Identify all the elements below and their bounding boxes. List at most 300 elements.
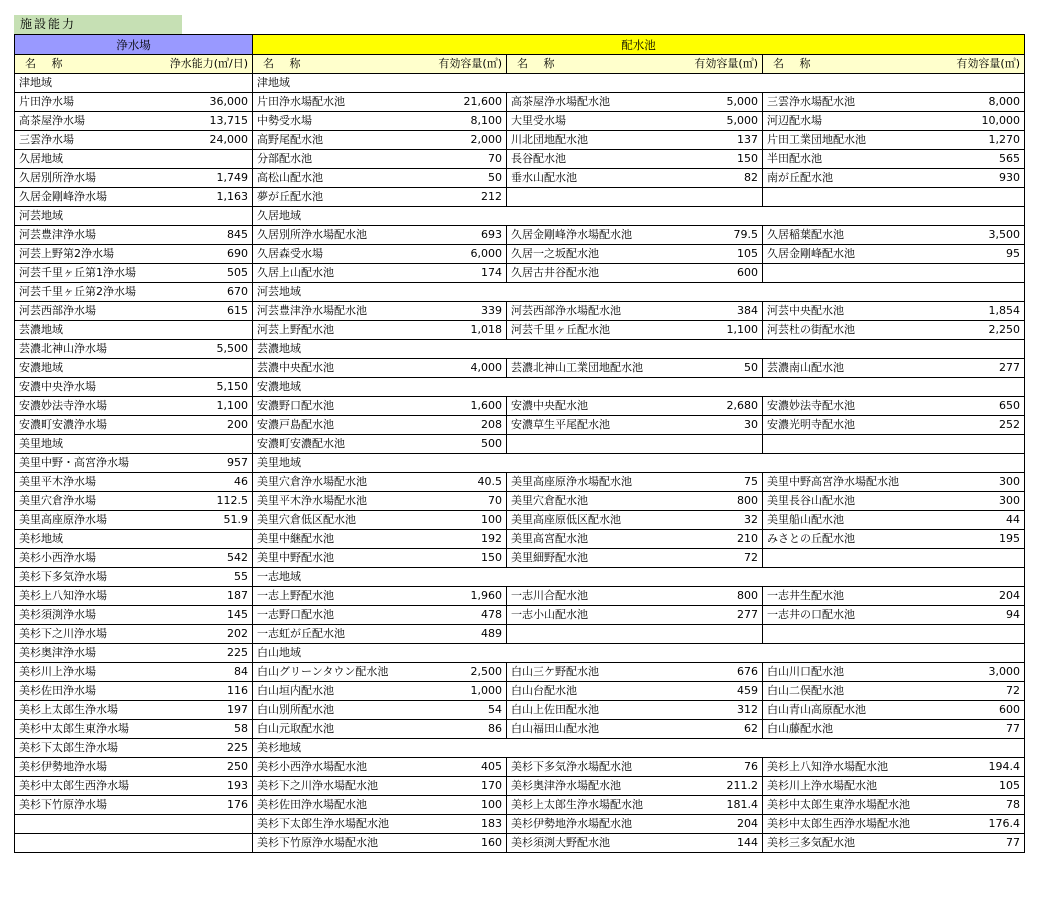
table-row	[15, 378, 1025, 397]
reservoir-name: 高松山配水池	[253, 169, 419, 188]
plant-capacity: 176	[168, 796, 253, 815]
reservoir-name: 久居別所浄水場配水池	[253, 226, 419, 245]
reservoir-name: 一志野口配水池	[253, 606, 419, 625]
reservoir-capacity: 211.2	[673, 777, 763, 796]
reservoir-name: 河芸上野配水池	[253, 321, 419, 340]
table-row	[15, 777, 1025, 796]
reservoir-name: 美杉伊勢地浄水場配水池	[507, 815, 673, 834]
facility-capacity-table	[14, 34, 1025, 853]
reservoir-name: 一志虹が丘配水池	[253, 625, 419, 644]
reservoir-name: 美里中野配水池	[253, 549, 419, 568]
table-row	[15, 302, 1025, 321]
reservoir-capacity: 50	[673, 359, 763, 378]
reservoir-capacity: 600	[929, 701, 1025, 720]
reservoir-capacity: 650	[929, 397, 1025, 416]
band-header-row	[15, 35, 1025, 55]
table-row	[15, 93, 1025, 112]
reservoir-capacity: 150	[419, 549, 507, 568]
reservoir-name: 白山台配水池	[507, 682, 673, 701]
reservoir-capacity: 208	[419, 416, 507, 435]
plant-capacity: 957	[168, 454, 253, 473]
plant-capacity: 615	[168, 302, 253, 321]
plant-name: 安濃町安濃浄水場	[15, 416, 168, 435]
reservoir-name: 河芸千里ヶ丘配水池	[507, 321, 673, 340]
table-row	[15, 587, 1025, 606]
plant-name: 河芸千里ヶ丘第1浄水場	[15, 264, 168, 283]
reservoir-capacity: 183	[419, 815, 507, 834]
reservoir-name: 白山別所配水池	[253, 701, 419, 720]
reservoir-name: 河芸中央配水池	[763, 302, 929, 321]
plant-capacity: 225	[168, 644, 253, 663]
plant-name: 美杉須渕浄水場	[15, 606, 168, 625]
table-row	[15, 568, 1025, 587]
reservoir-capacity: 82	[673, 169, 763, 188]
table-row	[15, 473, 1025, 492]
table-row	[15, 169, 1025, 188]
reservoir-capacity: 1,270	[929, 131, 1025, 150]
table-row	[15, 720, 1025, 739]
reservoir-column-header-2	[507, 55, 763, 74]
reservoir-region-label: 美里地域	[253, 454, 1025, 473]
reservoir-column-header-3	[763, 55, 1025, 74]
plant-capacity: 505	[168, 264, 253, 283]
reservoir-name: 美杉下竹原浄水場配水池	[253, 834, 419, 853]
reservoir-capacity: 50	[419, 169, 507, 188]
reservoir-capacity: 77	[929, 720, 1025, 739]
plant-capacity: 13,715	[168, 112, 253, 131]
plant-capacity: 36,000	[168, 93, 253, 112]
reservoir-name: 美杉須渕大野配水池	[507, 834, 673, 853]
reservoir-region-label: 河芸地域	[253, 283, 1025, 302]
reservoir-name	[763, 625, 929, 644]
reservoir-capacity: 252	[929, 416, 1025, 435]
reservoir-capacity: 800	[673, 492, 763, 511]
reservoir-region-label: 白山地域	[253, 644, 1025, 663]
reservoir-capacity: 176.4	[929, 815, 1025, 834]
plant-name: 美杉中太郎生西浄水場	[15, 777, 168, 796]
reservoir-capacity: 8,000	[929, 93, 1025, 112]
reservoir-band-header: 配水池	[253, 35, 1025, 55]
reservoir-capacity: 312	[673, 701, 763, 720]
capacity-header: 有効容量(㎥)	[694, 57, 758, 70]
plant-name: 美杉小西浄水場	[15, 549, 168, 568]
reservoir-capacity: 2,250	[929, 321, 1025, 340]
reservoir-name: 美里長谷山配水池	[763, 492, 929, 511]
reservoir-name	[507, 188, 673, 207]
reservoir-capacity: 2,680	[673, 397, 763, 416]
table-row	[15, 454, 1025, 473]
plant-name: 美杉下太郎生浄水場	[15, 739, 168, 758]
reservoir-capacity: 3,500	[929, 226, 1025, 245]
reservoir-name: 高野尾配水池	[253, 131, 419, 150]
reservoir-name	[763, 435, 929, 454]
reservoir-capacity: 72	[929, 682, 1025, 701]
plant-capacity: 690	[168, 245, 253, 264]
reservoir-name: 南が丘配水池	[763, 169, 929, 188]
table-row	[15, 131, 1025, 150]
plant-capacity: 5,150	[168, 378, 253, 397]
plant-name: 美杉中太郎生東浄水場	[15, 720, 168, 739]
plant-name: 芸濃北神山浄水場	[15, 340, 168, 359]
reservoir-capacity: 54	[419, 701, 507, 720]
plant-region-label: 芸濃地域	[15, 321, 253, 340]
table-row	[15, 625, 1025, 644]
reservoir-name: 安濃町安濃配水池	[253, 435, 419, 454]
reservoir-name: 一志井生配水池	[763, 587, 929, 606]
reservoir-capacity	[673, 625, 763, 644]
table-row	[15, 492, 1025, 511]
reservoir-capacity: 181.4	[673, 796, 763, 815]
reservoir-capacity	[929, 549, 1025, 568]
reservoir-capacity: 105	[673, 245, 763, 264]
plant-band-header: 浄水場	[15, 35, 253, 55]
reservoir-capacity: 77	[929, 834, 1025, 853]
plant-name: 河芸上野第2浄水場	[15, 245, 168, 264]
reservoir-capacity	[929, 188, 1025, 207]
table-row	[15, 416, 1025, 435]
plant-capacity: 112.5	[168, 492, 253, 511]
reservoir-name: 白山福田山配水池	[507, 720, 673, 739]
plant-capacity: 187	[168, 587, 253, 606]
capacity-header: 有効容量(㎥)	[956, 57, 1020, 70]
plant-capacity: 845	[168, 226, 253, 245]
reservoir-capacity: 384	[673, 302, 763, 321]
reservoir-name: 片田浄水場配水池	[253, 93, 419, 112]
reservoir-capacity: 300	[929, 492, 1025, 511]
reservoir-capacity: 5,000	[673, 112, 763, 131]
reservoir-name: 美杉中太郎生西浄水場配水池	[763, 815, 929, 834]
reservoir-name: 久居稲葉配水池	[763, 226, 929, 245]
reservoir-name: 片田工業団地配水池	[763, 131, 929, 150]
reservoir-capacity: 79.5	[673, 226, 763, 245]
plant-capacity: 200	[168, 416, 253, 435]
table-row	[15, 796, 1025, 815]
reservoir-capacity: 70	[419, 492, 507, 511]
reservoir-capacity: 204	[673, 815, 763, 834]
reservoir-capacity: 100	[419, 511, 507, 530]
plant-region-label: 津地域	[15, 74, 253, 93]
plant-region-label: 美里地域	[15, 435, 253, 454]
name-header: 名 称	[263, 57, 307, 70]
reservoir-name	[507, 435, 673, 454]
reservoir-name: 美里穴倉配水池	[507, 492, 673, 511]
reservoir-name: 白山三ケ野配水池	[507, 663, 673, 682]
reservoir-region-label: 津地域	[253, 74, 1025, 93]
reservoir-capacity: 8,100	[419, 112, 507, 131]
reservoir-name: 白山上佐田配水池	[507, 701, 673, 720]
plant-capacity: 116	[168, 682, 253, 701]
reservoir-capacity: 1,000	[419, 682, 507, 701]
reservoir-capacity: 144	[673, 834, 763, 853]
reservoir-capacity: 489	[419, 625, 507, 644]
reservoir-name: 高茶屋浄水場配水池	[507, 93, 673, 112]
plant-capacity-header: 浄水能力(㎥/日)	[169, 57, 248, 70]
reservoir-name: 美杉上太郎生浄水場配水池	[507, 796, 673, 815]
plant-capacity: 24,000	[168, 131, 253, 150]
reservoir-name: 一志井の口配水池	[763, 606, 929, 625]
reservoir-name: 美杉下太郎生浄水場配水池	[253, 815, 419, 834]
reservoir-column-header-1	[253, 55, 507, 74]
reservoir-name	[763, 264, 929, 283]
table-row	[15, 226, 1025, 245]
reservoir-capacity: 72	[673, 549, 763, 568]
reservoir-capacity	[673, 435, 763, 454]
table-row	[15, 150, 1025, 169]
plant-capacity: 193	[168, 777, 253, 796]
reservoir-capacity: 1,018	[419, 321, 507, 340]
reservoir-capacity: 2,500	[419, 663, 507, 682]
reservoir-capacity: 95	[929, 245, 1025, 264]
plant-name: 美里平木浄水場	[15, 473, 168, 492]
table-row	[15, 397, 1025, 416]
reservoir-name: 安濃野口配水池	[253, 397, 419, 416]
plant-capacity: 202	[168, 625, 253, 644]
reservoir-capacity: 204	[929, 587, 1025, 606]
reservoir-capacity: 277	[929, 359, 1025, 378]
reservoir-name	[507, 625, 673, 644]
reservoir-name: 芸濃北神山工業団地配水池	[507, 359, 673, 378]
plant-name: 美里中野・高宮浄水場	[15, 454, 168, 473]
name-header: 名 称	[773, 57, 817, 70]
plant-region-label: 安濃地域	[15, 359, 253, 378]
reservoir-capacity: 6,000	[419, 245, 507, 264]
plant-name: 美杉上八知浄水場	[15, 587, 168, 606]
plant-region-label: 久居地域	[15, 150, 253, 169]
reservoir-name: 美杉上八知浄水場配水池	[763, 758, 929, 777]
reservoir-name	[763, 188, 929, 207]
table-row	[15, 359, 1025, 378]
reservoir-region-label: 一志地域	[253, 568, 1025, 587]
reservoir-capacity	[929, 264, 1025, 283]
plant-name: 三雲浄水場	[15, 131, 168, 150]
reservoir-capacity: 1,960	[419, 587, 507, 606]
reservoir-capacity: 4,000	[419, 359, 507, 378]
empty-cell	[15, 834, 253, 853]
reservoir-name: 三雲浄水場配水池	[763, 93, 929, 112]
reservoir-name: 白山二俣配水池	[763, 682, 929, 701]
reservoir-name: 一志川合配水池	[507, 587, 673, 606]
plant-name: 久居別所浄水場	[15, 169, 168, 188]
plant-capacity: 542	[168, 549, 253, 568]
reservoir-name: 芸濃中央配水池	[253, 359, 419, 378]
reservoir-name	[763, 549, 929, 568]
plant-capacity: 670	[168, 283, 253, 302]
reservoir-name: みさとの丘配水池	[763, 530, 929, 549]
reservoir-name: 中勢受水場	[253, 112, 419, 131]
reservoir-name: 安濃中央配水池	[507, 397, 673, 416]
reservoir-region-label: 美杉地域	[253, 739, 1025, 758]
reservoir-name: 美里高座原浄水場配水池	[507, 473, 673, 492]
table-row	[15, 758, 1025, 777]
plant-region-label: 美杉地域	[15, 530, 253, 549]
plant-name: 美杉奥津浄水場	[15, 644, 168, 663]
plant-name: 安濃中央浄水場	[15, 378, 168, 397]
reservoir-capacity: 277	[673, 606, 763, 625]
reservoir-capacity: 5,000	[673, 93, 763, 112]
plant-name: 美杉佐田浄水場	[15, 682, 168, 701]
reservoir-capacity: 194.4	[929, 758, 1025, 777]
reservoir-capacity: 693	[419, 226, 507, 245]
reservoir-capacity: 500	[419, 435, 507, 454]
reservoir-capacity: 212	[419, 188, 507, 207]
sheet-title: 施設能力	[14, 15, 182, 34]
reservoir-capacity: 174	[419, 264, 507, 283]
reservoir-name: 美里細野配水池	[507, 549, 673, 568]
reservoir-name: 河芸西部浄水場配水池	[507, 302, 673, 321]
reservoir-name: 美里平木浄水場配水池	[253, 492, 419, 511]
reservoir-capacity	[673, 188, 763, 207]
reservoir-capacity: 105	[929, 777, 1025, 796]
table-row	[15, 435, 1025, 454]
reservoir-name: 美杉奥津浄水場配水池	[507, 777, 673, 796]
reservoir-name: 美杉小西浄水場配水池	[253, 758, 419, 777]
reservoir-name: 美杉川上浄水場配水池	[763, 777, 929, 796]
reservoir-capacity: 100	[419, 796, 507, 815]
reservoir-name: 美杉三多気配水池	[763, 834, 929, 853]
table-row	[15, 264, 1025, 283]
reservoir-capacity: 210	[673, 530, 763, 549]
reservoir-capacity: 459	[673, 682, 763, 701]
reservoir-capacity: 75	[673, 473, 763, 492]
plant-capacity: 1,100	[168, 397, 253, 416]
reservoir-capacity: 600	[673, 264, 763, 283]
reservoir-name: 白山青山高原配水池	[763, 701, 929, 720]
reservoir-name: 安濃戸島配水池	[253, 416, 419, 435]
reservoir-name: 美里高宮配水池	[507, 530, 673, 549]
reservoir-name: 久居上山配水池	[253, 264, 419, 283]
empty-cell	[15, 815, 253, 834]
reservoir-name: 一志小山配水池	[507, 606, 673, 625]
plant-capacity: 1,163	[168, 188, 253, 207]
reservoir-capacity: 2,000	[419, 131, 507, 150]
table-row	[15, 663, 1025, 682]
reservoir-capacity: 78	[929, 796, 1025, 815]
plant-capacity: 46	[168, 473, 253, 492]
table-row	[15, 321, 1025, 340]
reservoir-capacity: 405	[419, 758, 507, 777]
plant-name: 安濃妙法寺浄水場	[15, 397, 168, 416]
reservoir-capacity: 195	[929, 530, 1025, 549]
reservoir-name: 美里中継配水池	[253, 530, 419, 549]
reservoir-capacity: 137	[673, 131, 763, 150]
reservoir-name: 美里船山配水池	[763, 511, 929, 530]
plant-region-label: 河芸地域	[15, 207, 253, 226]
table-row	[15, 188, 1025, 207]
table-row	[15, 739, 1025, 758]
plant-capacity: 55	[168, 568, 253, 587]
plant-capacity: 225	[168, 739, 253, 758]
reservoir-name: 白山川口配水池	[763, 663, 929, 682]
plant-name: 河芸豊津浄水場	[15, 226, 168, 245]
reservoir-capacity: 170	[419, 777, 507, 796]
reservoir-name: 安濃妙法寺配水池	[763, 397, 929, 416]
name-header: 名 称	[517, 57, 561, 70]
reservoir-name: 美里穴倉浄水場配水池	[253, 473, 419, 492]
table-row	[15, 701, 1025, 720]
reservoir-name: 河芸杜の街配水池	[763, 321, 929, 340]
reservoir-capacity: 76	[673, 758, 763, 777]
reservoir-capacity: 10,000	[929, 112, 1025, 131]
table-row	[15, 283, 1025, 302]
reservoir-name: 一志上野配水池	[253, 587, 419, 606]
reservoir-capacity: 1,100	[673, 321, 763, 340]
reservoir-capacity: 676	[673, 663, 763, 682]
reservoir-name: 白山元取配水池	[253, 720, 419, 739]
table-row	[15, 530, 1025, 549]
reservoir-capacity: 930	[929, 169, 1025, 188]
plant-name: 美杉下竹原浄水場	[15, 796, 168, 815]
reservoir-name: 美杉下多気浄水場配水池	[507, 758, 673, 777]
reservoir-name: 久居金剛峰配水池	[763, 245, 929, 264]
table-row	[15, 682, 1025, 701]
reservoir-name: 美杉佐田浄水場配水池	[253, 796, 419, 815]
reservoir-capacity: 300	[929, 473, 1025, 492]
reservoir-capacity	[929, 625, 1025, 644]
plant-capacity: 197	[168, 701, 253, 720]
reservoir-name: 夢が丘配水池	[253, 188, 419, 207]
reservoir-capacity: 30	[673, 416, 763, 435]
plant-name: 美里高座原浄水場	[15, 511, 168, 530]
reservoir-capacity: 86	[419, 720, 507, 739]
reservoir-capacity: 1,854	[929, 302, 1025, 321]
plant-name: 美杉川上浄水場	[15, 663, 168, 682]
reservoir-name: 久居金剛峰浄水場配水池	[507, 226, 673, 245]
plant-name: 美里穴倉浄水場	[15, 492, 168, 511]
reservoir-name: 白山グリーンタウン配水池	[253, 663, 419, 682]
reservoir-name: 長谷配水池	[507, 150, 673, 169]
plant-name: 美杉下多気浄水場	[15, 568, 168, 587]
reservoir-name: 半田配水池	[763, 150, 929, 169]
table-row	[15, 340, 1025, 359]
plant-name: 河芸西部浄水場	[15, 302, 168, 321]
reservoir-capacity: 800	[673, 587, 763, 606]
reservoir-name: 美里穴倉低区配水池	[253, 511, 419, 530]
table-row	[15, 606, 1025, 625]
table-row	[15, 815, 1025, 834]
plant-name: 美杉伊勢地浄水場	[15, 758, 168, 777]
reservoir-name: 白山垣内配水池	[253, 682, 419, 701]
reservoir-name: 美杉中太郎生東浄水場配水池	[763, 796, 929, 815]
reservoir-name: 芸濃南山配水池	[763, 359, 929, 378]
plant-capacity: 5,500	[168, 340, 253, 359]
table-row	[15, 74, 1025, 93]
reservoir-region-label: 芸濃地域	[253, 340, 1025, 359]
reservoir-capacity: 21,600	[419, 93, 507, 112]
reservoir-capacity: 565	[929, 150, 1025, 169]
plant-name: 久居金剛峰浄水場	[15, 188, 168, 207]
table-row	[15, 112, 1025, 131]
reservoir-capacity: 339	[419, 302, 507, 321]
name-header: 名 称	[25, 57, 69, 70]
reservoir-name: 美里高座原低区配水池	[507, 511, 673, 530]
reservoir-name: 安濃光明寺配水池	[763, 416, 929, 435]
reservoir-capacity: 192	[419, 530, 507, 549]
reservoir-capacity: 160	[419, 834, 507, 853]
reservoir-name: 河芸豊津浄水場配水池	[253, 302, 419, 321]
reservoir-name: 大里受水場	[507, 112, 673, 131]
table-row	[15, 245, 1025, 264]
plant-column-header	[15, 55, 253, 74]
capacity-header: 有効容量(㎥)	[438, 57, 502, 70]
reservoir-name: 河辺配水場	[763, 112, 929, 131]
table-row	[15, 834, 1025, 853]
plant-name: 片田浄水場	[15, 93, 168, 112]
reservoir-capacity: 32	[673, 511, 763, 530]
reservoir-name: 川北団地配水池	[507, 131, 673, 150]
plant-capacity: 1,749	[168, 169, 253, 188]
reservoir-capacity: 40.5	[419, 473, 507, 492]
plant-capacity: 51.9	[168, 511, 253, 530]
